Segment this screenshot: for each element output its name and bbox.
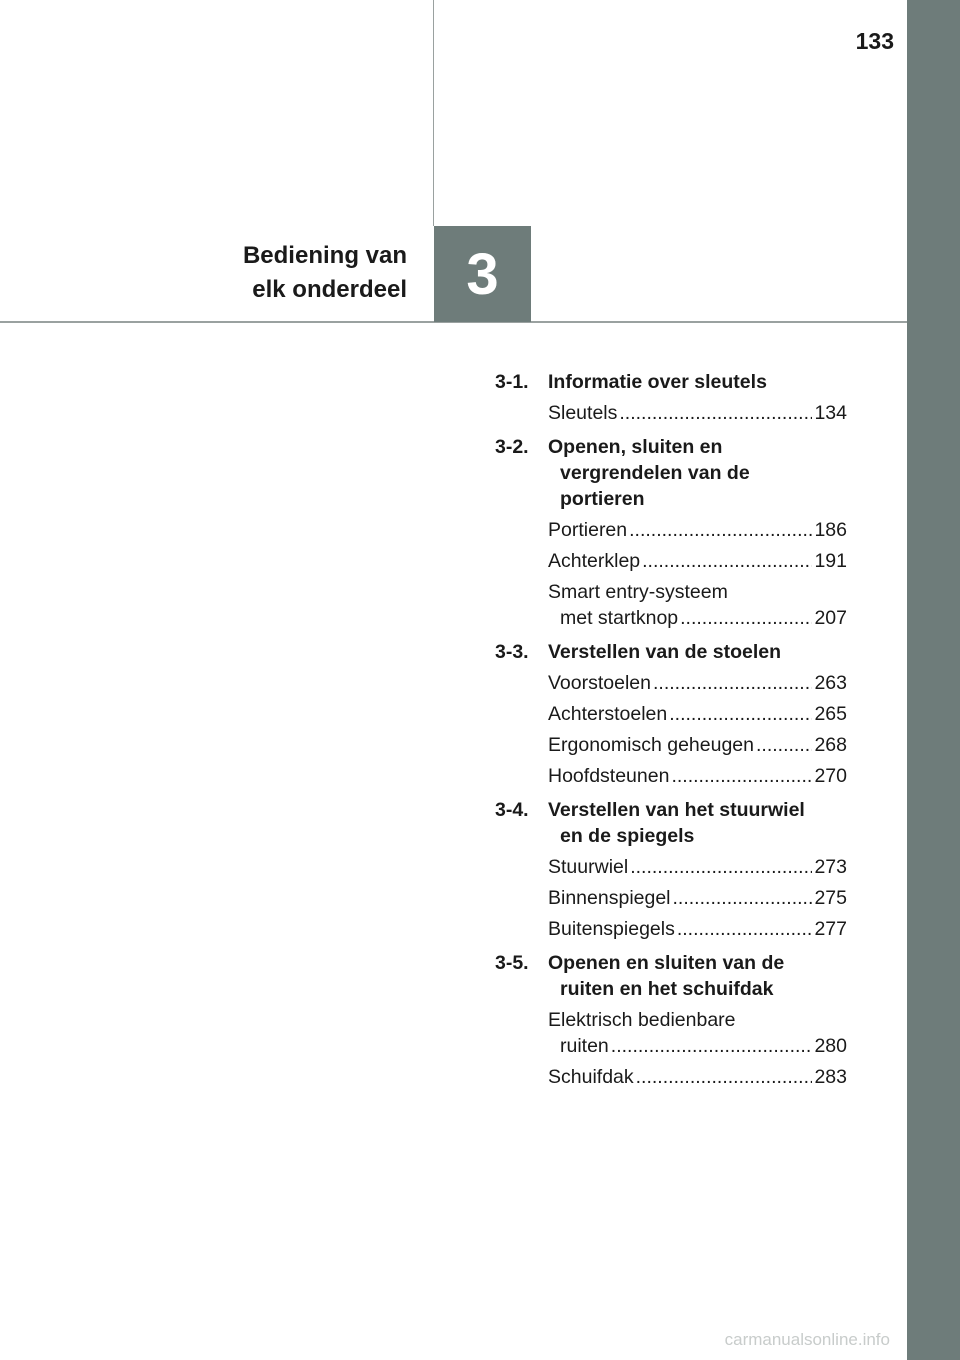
- page-number: 133: [855, 28, 894, 54]
- toc-section: [495, 367, 847, 426]
- section-heading[interactable]: [495, 637, 847, 665]
- entry-page-number: 186: [814, 519, 847, 541]
- dot-leader: [677, 916, 813, 942]
- dot-leader: [671, 763, 812, 789]
- toc-entry[interactable]: [548, 548, 847, 574]
- entry-label: Buitenspiegels: [548, 918, 675, 940]
- section-title-line: Openen en sluiten van de: [548, 952, 785, 974]
- section-title: [548, 639, 847, 665]
- section-title: [548, 950, 847, 1002]
- section-title-line: Informatie over sleutels: [548, 371, 767, 393]
- entry-page-number: 191: [814, 550, 847, 572]
- section-heading[interactable]: [495, 795, 847, 849]
- toc-entry[interactable]: [548, 763, 847, 789]
- section-heading[interactable]: [495, 432, 847, 512]
- entry-label: Ergonomisch geheugen: [548, 734, 754, 756]
- entry-page-number: 134: [814, 402, 847, 424]
- section-title-line: portieren: [560, 488, 645, 510]
- toc-entry[interactable]: [548, 854, 847, 880]
- entry-label: Achterstoelen: [548, 703, 668, 725]
- section-number: 3-1.: [495, 371, 529, 393]
- section-title-line: Verstellen van het stuurwiel: [548, 799, 805, 821]
- chapter-title: [243, 239, 407, 307]
- section-title: [548, 369, 847, 395]
- toc-entry[interactable]: [548, 517, 847, 543]
- entry-page-number: 277: [814, 918, 847, 940]
- entry-label: Portieren: [548, 519, 628, 541]
- side-chapter-tab: [907, 0, 960, 1360]
- section-number: 3-2.: [495, 436, 529, 458]
- dot-leader: [629, 517, 812, 543]
- dot-leader: [680, 605, 812, 631]
- entry-page-number: 273: [814, 856, 847, 878]
- section-title-line: vergrendelen van de: [560, 462, 750, 484]
- toc-entry[interactable]: [548, 1064, 847, 1090]
- dot-leader: [756, 732, 812, 758]
- dot-leader: [673, 885, 813, 911]
- entry-label-line: Elektrisch bedienbare: [548, 1009, 736, 1031]
- dot-leader: [636, 1064, 813, 1090]
- entry-label: Sleutels: [548, 402, 618, 424]
- dot-leader: [630, 854, 812, 880]
- entry-label: Achterklep: [548, 550, 641, 572]
- entry-page-number: 263: [814, 672, 847, 694]
- chapter-title-line1: Bediening van: [242, 242, 407, 269]
- entry-page-number: 270: [814, 765, 847, 787]
- dot-leader: [619, 400, 812, 426]
- section-title-line: ruiten en het schuifdak: [560, 978, 774, 1000]
- toc-section: [495, 637, 847, 789]
- entry-label-line: Smart entry-systeem: [548, 581, 728, 603]
- section-heading[interactable]: [495, 367, 847, 395]
- entry-label: met startknop: [560, 607, 679, 629]
- section-title: [548, 797, 847, 849]
- entry-label: ruiten: [560, 1035, 609, 1057]
- dot-leader: [669, 701, 812, 727]
- section-number: 3-3.: [495, 641, 529, 663]
- entry-page-number: 265: [814, 703, 847, 725]
- dot-leader: [611, 1033, 813, 1059]
- chapter-number-box: [434, 226, 531, 322]
- dot-leader: [653, 670, 812, 696]
- section-title-line: Verstellen van de stoelen: [548, 641, 782, 663]
- section-heading[interactable]: [495, 948, 847, 1002]
- toc-entry[interactable]: [548, 400, 847, 426]
- section-number: 3-5.: [495, 952, 529, 974]
- entry-label: Stuurwiel: [548, 856, 629, 878]
- entry-page-number: 283: [814, 1066, 847, 1088]
- entry-page-number: 275: [814, 887, 847, 909]
- chapter-title-line2: elk onderdeel: [252, 276, 407, 303]
- toc-entry[interactable]: [548, 732, 847, 758]
- entry-page-number: 280: [814, 1035, 847, 1057]
- toc-entry[interactable]: [548, 579, 847, 631]
- entry-page-number: 207: [814, 607, 847, 629]
- footer-watermark: carmanualsonline.info: [724, 1330, 890, 1349]
- entry-label: Hoofdsteunen: [548, 765, 670, 787]
- toc-entry[interactable]: [548, 916, 847, 942]
- toc-section: [495, 795, 847, 942]
- entry-label: Binnenspiegel: [548, 887, 671, 909]
- chapter-number: 3: [466, 241, 499, 307]
- section-title-line: Openen, sluiten en: [548, 436, 723, 458]
- toc-entry[interactable]: [548, 1007, 847, 1059]
- toc-entry[interactable]: [548, 885, 847, 911]
- section-number: 3-4.: [495, 799, 529, 821]
- entry-page-number: 268: [814, 734, 847, 756]
- table-of-contents: [495, 367, 847, 1096]
- toc-entry[interactable]: [548, 701, 847, 727]
- toc-section: [495, 948, 847, 1090]
- vertical-rule: [433, 0, 434, 226]
- section-title: [548, 434, 847, 512]
- entry-label: Schuifdak: [548, 1066, 634, 1088]
- toc-entry[interactable]: [548, 670, 847, 696]
- toc-section: [495, 432, 847, 631]
- entry-label: Voorstoelen: [548, 672, 651, 694]
- dot-leader: [642, 548, 812, 574]
- section-title-line: en de spiegels: [560, 825, 695, 847]
